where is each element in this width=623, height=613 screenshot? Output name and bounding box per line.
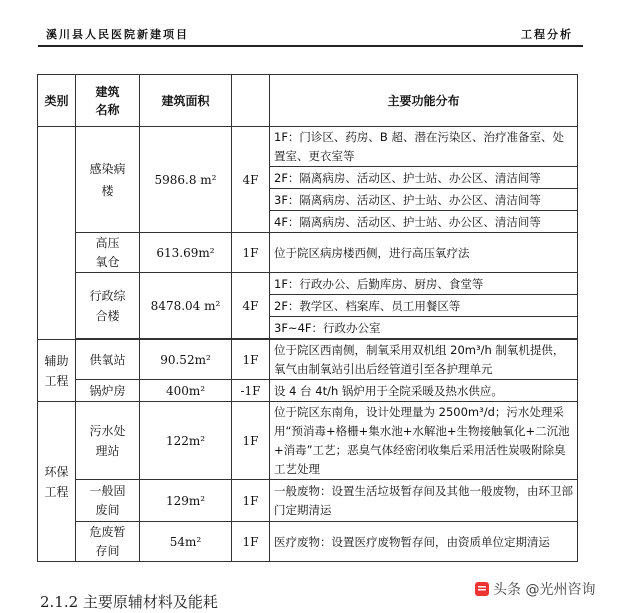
header-section: 工程分析 — [521, 28, 573, 41]
header-title: 溪川县人民医院新建项目 — [46, 28, 189, 41]
building-name: 锅炉房 — [76, 380, 140, 402]
function-line: 医疗废物：设置医疗废物暂存间，由资质单位定期清运 — [270, 522, 578, 562]
building-floors: 1F — [232, 340, 270, 380]
col-header-name: 建筑 名称 — [76, 75, 140, 127]
building-area: 400m² — [140, 380, 232, 402]
building-name: 污水处 理站 — [76, 402, 140, 480]
header-rule — [38, 45, 583, 47]
category-cell: 环保 工程 — [38, 402, 76, 562]
category-cell: 辅助 工程 — [38, 340, 76, 402]
building-floors: 1F — [232, 402, 270, 480]
col-header-functions: 主要功能分布 — [270, 75, 578, 127]
table-row — [38, 380, 578, 402]
table-row — [38, 340, 578, 380]
table-row — [38, 402, 578, 480]
building-floors: 1F — [232, 480, 270, 522]
building-name: 供氧站 — [76, 340, 140, 380]
building-area: 129m² — [140, 480, 232, 522]
building-name: 行政综 合楼 — [76, 273, 140, 339]
building-area: 8478.04 m² — [140, 273, 232, 339]
building-floors: 4F — [232, 127, 270, 233]
building-name: 高压 氧仓 — [76, 233, 140, 273]
building-name: 危废暂 存间 — [76, 522, 140, 562]
function-line: 3F~4F：行政办公室 — [270, 317, 578, 339]
page-header — [38, 24, 583, 44]
function-line: 2F：教学区、档案库、员工用餐区等 — [270, 295, 578, 317]
watermark-text: 头条 @光州咨询 — [493, 582, 596, 598]
building-floors: 4F — [232, 273, 270, 339]
col-header-category: 类别 — [38, 75, 76, 127]
function-line: 1F：门诊区、药房、B 超、潜在污染区、治疗准备室、处置室、更衣室等 — [270, 127, 578, 167]
building-area: 54m² — [140, 522, 232, 562]
table-row — [38, 522, 578, 562]
building-area: 5986.8 m² — [140, 127, 232, 233]
table-row — [38, 273, 578, 295]
col-header-area: 建筑面积 — [140, 75, 232, 127]
col-header-floors — [232, 75, 270, 127]
function-line: 3F：隔离病房、活动区、护士站、办公区、清洁间等 — [270, 189, 578, 211]
table-row — [38, 233, 578, 273]
building-table — [37, 74, 578, 562]
function-line: 位于院区病房楼西侧，进行高压氧疗法 — [270, 233, 578, 273]
function-line: 2F：隔离病房、活动区、护士站、办公区、清洁间等 — [270, 167, 578, 189]
toutiao-logo-icon — [474, 581, 490, 597]
function-line: 1F：行政办公、后勤库房、厨房、食堂等 — [270, 273, 578, 295]
building-area: 122m² — [140, 402, 232, 480]
function-line: 位于院区西南侧，制氧采用双机组 20m³/h 制氧机提供，氧气由制氧站引出后经管道引至各护理单元 — [270, 340, 578, 380]
function-line: 位于院区东南角，设计处理量为 2500m³/d；污水处理采用“预消毒+格栅+集水池+水解池+生物接触氧化+二沉池+消毒”工艺；恶臭气体经密闭收集后采用活性炭吸附除臭工艺处理 — [270, 402, 578, 480]
building-floors: -1F — [232, 380, 270, 402]
table-row — [38, 480, 578, 522]
building-floors: 1F — [232, 233, 270, 273]
function-line: 4F：隔离病房、活动区、护士站、办公区、清洁间等 — [270, 211, 578, 233]
building-name: 一般固 废间 — [76, 480, 140, 522]
function-line: 一般废物：设置生活垃圾暂存间及其他一般废物，由环卫部门定期清运 — [270, 480, 578, 522]
table-row — [38, 127, 578, 167]
building-area: 90.52m² — [140, 340, 232, 380]
building-name: 感染病 楼 — [76, 127, 140, 233]
section-subheading: 2.1.2 主要原辅材料及能耗 — [40, 593, 218, 611]
category-cell — [38, 127, 76, 340]
function-line: 设 4 台 4t/h 锅炉用于全院采暖及热水供应。 — [270, 380, 578, 402]
building-floors: 1F — [232, 522, 270, 562]
building-area: 613.69m² — [140, 233, 232, 273]
table-header-row — [38, 75, 578, 127]
